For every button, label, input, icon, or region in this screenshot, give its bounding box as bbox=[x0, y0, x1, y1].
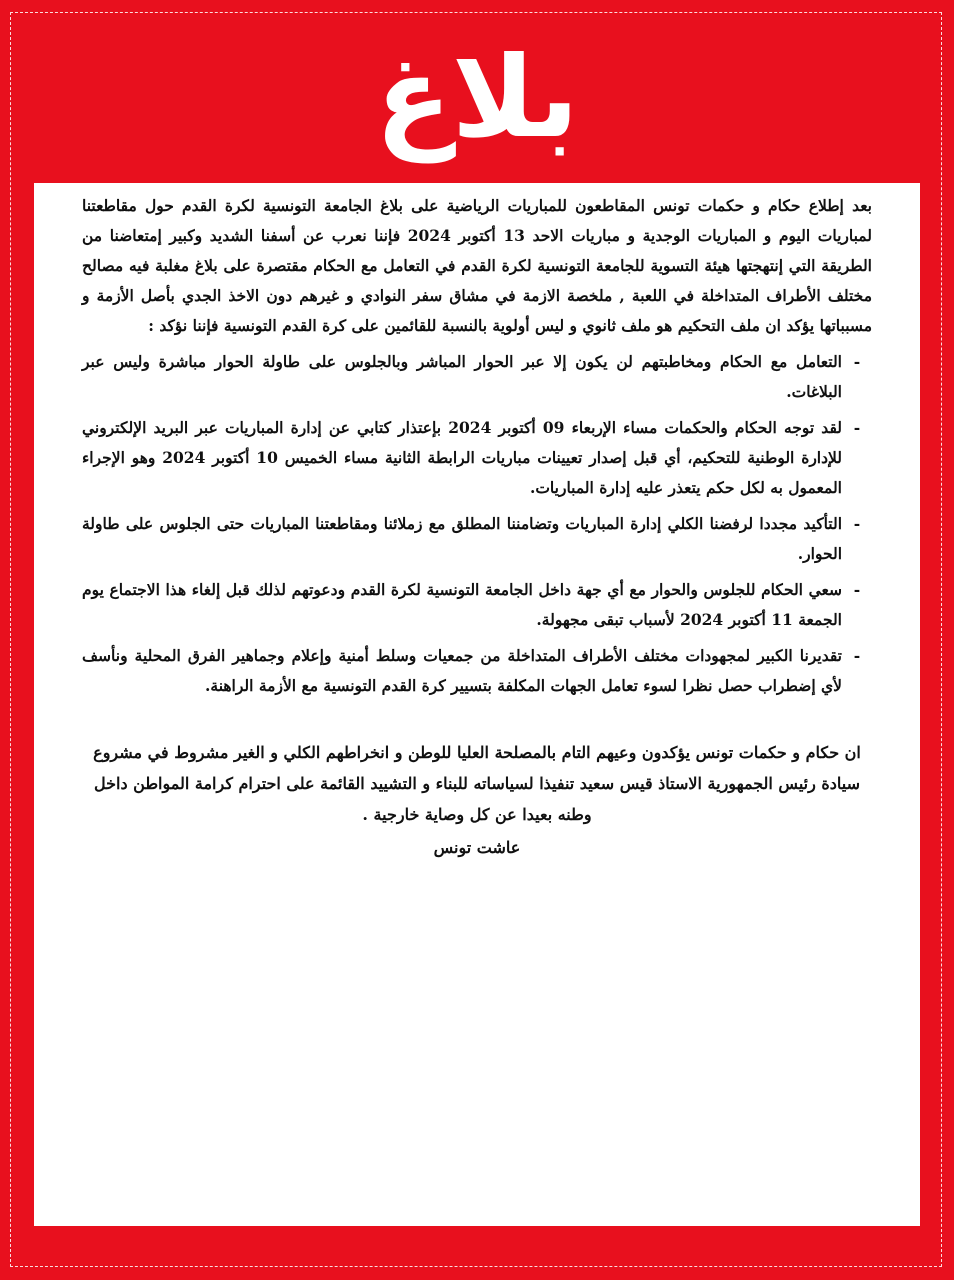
bullet-dash: - bbox=[853, 418, 861, 437]
closing-paragraph: ان حكام و حكمات تونس يؤكدون وعيهم التام بالمصلحة العليا للوطن و انخراطهم الكلي و الغير مشروط في مشروع سيادة رئيس الجمهورية الاستاذ قيس سعيد تنفيذا لسياساته للبناء و التشييد القائمة على احترام كرامة المواطن داخل وطنه بعيدا عن كل وصاية خارجية . bbox=[93, 743, 861, 824]
bullet-dash: - bbox=[853, 352, 861, 371]
list-item bbox=[82, 641, 872, 701]
list-item-text: لقد توجه الحكام والحكمات مساء الإربعاء 09 أكتوبر 2024 بإعتذار كتابي عن إدارة المباريات عبر البريد الإلكتروني للإدارة الوطنية للتحكيم، أي قبل إصدار تعيينات مباريات الرابطة الثانية مساء الخميس 10 أكتوبر 2024 وهو الإجراء المعمول به لكل حكم يتعذر عليه إدارة المباريات. bbox=[82, 418, 843, 497]
bullet-dash: - bbox=[853, 580, 861, 599]
page-title: بلاغ bbox=[375, 33, 579, 163]
signoff: عاشت تونس bbox=[433, 838, 521, 857]
bullet-dash: - bbox=[853, 646, 861, 665]
statement-paper bbox=[34, 183, 920, 1226]
list-item-text: سعي الحكام للجلوس والحوار مع أي جهة داخل الجامعة التونسية لكرة القدم ودعوتهم لذلك قبل إلغاء هذا الاجتماع يوم الجمعة 11 أكتوبر 2024 لأسباب تبقى مجهولة. bbox=[82, 580, 842, 629]
list-item-text: التأكيد مجددا لرفضنا الكلي إدارة المباريات وتضامننا المطلق مع زملائنا ومقاطعتنا المباريات حتى الجلوس على طاولة الحوار. bbox=[82, 514, 842, 563]
list-item bbox=[82, 347, 872, 407]
list-item bbox=[82, 575, 872, 635]
list-item-text: التعامل مع الحكام ومخاطبتهم لن يكون إلا عبر الحوار المباشر وبالجلوس على طاولة الحوار مباشرة وليس عبر البلاغات. bbox=[82, 352, 842, 401]
points-list bbox=[82, 347, 872, 701]
closing-section bbox=[82, 737, 872, 863]
list-item bbox=[82, 413, 872, 503]
bullet-dash: - bbox=[853, 514, 861, 533]
list-item bbox=[82, 509, 872, 569]
intro-paragraph: بعد إطلاع حكام و حكمات تونس المقاطعون للمباريات الرياضية على بلاغ الجامعة التونسية لكرة القدم حول مقاطعتنا لمباريات اليوم و المباريات الوجدية و مباريات الاحد 13 أكتوبر 2024 فإننا نعرب عن أسفنا الشديد وكبير إمتعاضنا من الطريقة التي إنتهجتها هيئة التسوية للجامعة التونسية لكرة القدم في التعامل مع الحكام مقتصرة على بلاغ مغلبة فيه مصالح مختلف الأطراف المتداخلة في اللعبة , ملخصة الازمة في مشاق سفر النوادي و غيرهم دون الاخذ الجدي بأصل الأزمة و مسبباتها يؤكد ان ملف التحكيم هو ملف ثانوي و ليس أولوية بالنسبة للقائمين على كرة القدم التونسية فإننا نؤكد : bbox=[82, 196, 872, 335]
list-item-text: تقديرنا الكبير لمجهودات مختلف الأطراف المتداخلة من جمعيات وسلط أمنية وإعلام وجماهير الفرق المحلية ونأسف لأي إضطراب حصل نظرا لسوء تعامل الجهات المكلفة بتسيير كرة القدم التونسية مع الأزمة الراهنة. bbox=[82, 646, 842, 695]
